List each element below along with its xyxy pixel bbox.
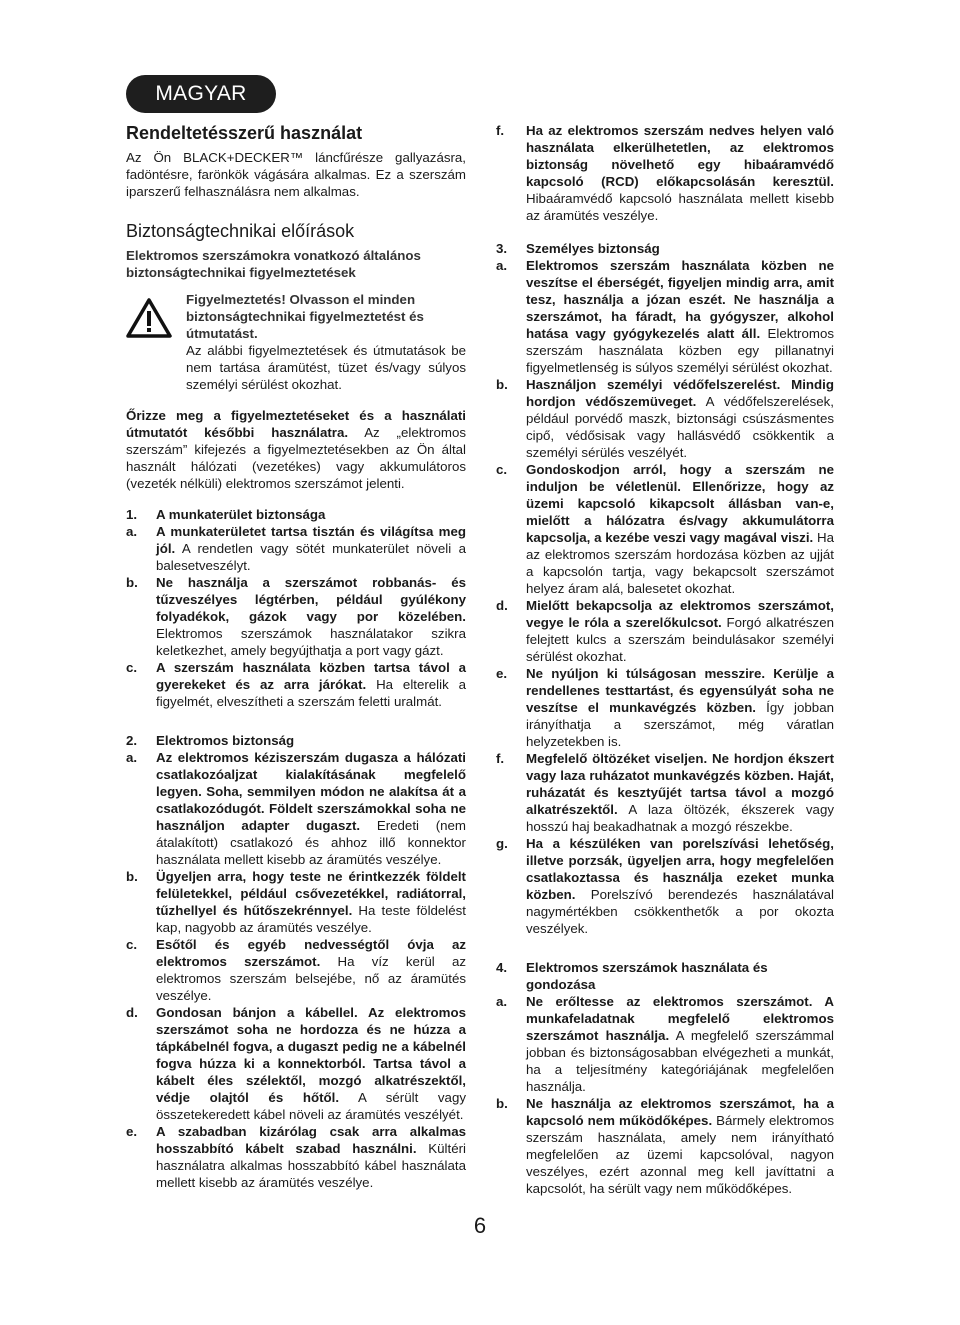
intro-text: Az Ön BLACK+DECKER™ láncfűrésze gallyazásra, fadöntésre, farönkök vágására alkalmas. Ez a szerszám iparszerű felhasználásra nem alkalmas. xyxy=(126,150,466,199)
left-column xyxy=(126,122,466,1191)
list-item: b. Ügyeljen arra, hogy teste ne érintkezzék földelt felületekkel, például csővezetékkel, radiátorral, tűzhellyel és hűtőszekrénnyel. Ha teste földelést kap, nagyobb az áramütés veszélye. xyxy=(126,869,467,935)
list-item: g. Ha a készüléken van porelszívási lehetőség, illetve porzsák, ügyeljen arra, hogy megfelelően csatlakoztassa és használja ezeket munka közben. Porelszívó berendezés használatával nagymértékben csökkenthetők a por okozta veszélyek. xyxy=(496,836,834,936)
section-3-heading: 3. Személyes biztonság xyxy=(496,241,660,256)
list-item: e. A szabadban kizárólag csak arra alkalmas hosszabbító kábelt szabad használni. Kültéri használatra alkalmas hosszabbító kábel használata mellett kisebb az áramütés veszélye. xyxy=(126,1124,466,1190)
list-item: a. Az elektromos kéziszerszám dugasza a hálózati csatlakozóaljzat kialakításának megfelelő legyen. Soha, semmilyen módon ne alakítsa át a csatlakozódugót. Földelt szerszámokkal soha ne használjon adapter dugaszt. Eredeti (nem átalakított) csatlakozó és ahhoz illő konnektor használata mellett kisebb az áramütés veszélye. xyxy=(126,750,466,867)
safety-subtitle: Elektromos szerszámokra vonatkozó általános biztonságtechnikai figyelmeztetések xyxy=(126,248,421,280)
warning-block xyxy=(126,291,466,393)
right-column xyxy=(496,122,834,1197)
warning-bold: Figyelmeztetés! Olvasson el minden biztonságtechnikai figyelmeztetést és útmutatást. xyxy=(186,292,424,341)
list-item: b. Ne használja a szerszámot robbanás- és tűzveszélyes légtérben, például gyúlékony folyadékok, gázok vagy por közelében. Elektromos szerszámok használatakor szikra keletkezhet, amely begyújthatja a port vagy gázt. xyxy=(126,575,466,658)
list-item: f. Ha az elektromos szerszám nedves helyen való használata elkerülhetetlen, az elektromos biztonság növelhető egy hibaáramvédő kapcsoló (RCD) előkapcsolásán keresztül. Hibaáramvédő kapcsoló használata mellett kisebb az áramütés veszélye. xyxy=(496,123,834,223)
list-item: f. Megfelelő öltözéket viseljen. Ne hordjon ékszert vagy laza ruházatot munkavégzés közben. Haját, ruházatát és kesztyűjét tartsa távol a mozgó alkatrészektől. A laza öltözék, ékszerek vagy hosszú haj beakadhatnak a mozgó részekbe. xyxy=(496,751,834,834)
safety-title: Biztonságtechnikai előírások xyxy=(126,221,355,241)
section-1-heading: 1. A munkaterület biztonsága xyxy=(126,507,326,522)
list-item: b. Ne használja az elektromos szerszámot, ha a kapcsoló nem működőképes. Bármely elektromos szerszám használata, amely nem irányítható megfelelően az üzemi kapcsolóval, nagyon veszélyes, ezért azonnal meg kell javíttatni a kapcsolót, ha sérült vagy nem működőképes. xyxy=(496,1096,834,1196)
section-2-heading: 2. Elektromos biztonság xyxy=(126,733,295,748)
list-item: c. Esőtől és egyéb nedvességtől óvja az elektromos szerszámot. Ha víz kerül az elektromos szerszám belsejébe, nő az áramütés veszélye. xyxy=(126,937,466,1003)
list-item: d. Mielőtt bekapcsolja az elektromos szerszámot, vegye le róla a szerelőkulcsot. Forgó alkatrészen felejtett kulcs a szerszám beindulásakor személyi sérülést okozhat. xyxy=(496,598,834,664)
section-3-list xyxy=(496,257,834,937)
page-number: 6 xyxy=(473,1213,487,1238)
keep-instructions: Őrizze meg a figyelmeztetéseket és a használati útmutatót későbbi használatra. Az „elektromos szerszám” kifejezés a figyelmeztetésekben az Ön által használt hálózati (vezetékes) vagy akkumulátoros (vezeték nélküli) elektromos szerszámot jelenti. xyxy=(126,408,466,491)
list-item: c. Gondoskodjon arról, hogy a szerszám ne induljon be véletlenül. Ellenőrizze, hogy az üzemi kapcsoló kikapcsolt állásban van-e, mielőtt a hálózatra és/vagy akkumulátorra kapcsolja, a kezébe veszi vagy magával viszi. Ha az elektromos szerszám hordozása közben az ujját a kapcsolón tartja, vagy bekapcsolt szerszámot helyez áram alá, balesetet okozhat. xyxy=(496,462,834,596)
list-item: a. Ne erőltesse az elektromos szerszámot. A munkafeladatnak megfelelő elektromos szerszámot használja. A megfelelő szerszámmal jobban és biztonságosabban elvégezheti a munkát, ha a teljesítmény kategóriájának megfelelően használja. xyxy=(496,994,834,1094)
section-4-list xyxy=(496,993,834,1197)
list-item: a. A munkaterületet tartsa tisztán és világítsa meg jól. A rendetlen vagy sötét munkaterület növeli a balesetveszélyt. xyxy=(126,524,466,573)
page-title: Rendeltetésszerű használat xyxy=(126,123,363,143)
warning-triangle-icon xyxy=(126,291,186,393)
section-2-list xyxy=(126,749,466,1191)
list-item: d. Gondosan bánjon a kábellel. Az elektromos szerszámot soha ne hordozza és ne húzza a tápkábelnél fogva, a dugaszt pedig ne a kábelnél fogva húzza ki a konnektorból. Tartsa távol a kábelt éles szélektől, mozgó alkatrészektől, védje olajtól és hőtől. A sérült vagy összetekeredett kábel növeli az áramütés veszélyét. xyxy=(126,1005,466,1122)
warning-text: Az alábbi figyelmeztetések és útmutatások be nem tartása áramütést, tüzet és/vagy súlyos személyi sérülést okozhat. xyxy=(186,343,466,392)
list-item: e. Ne nyúljon ki túlságosan messzire. Kerülje a rendellenes testtartást, és egyensúlyát soha ne veszítse el munkavégzés közben. Így jobban irányíthatja a szerszámot, még váratlan helyzetekben is. xyxy=(496,666,834,749)
language-tab: MAGYAR xyxy=(126,75,276,113)
list-item: b. Használjon személyi védőfelszerelést. Mindig hordjon védőszemüveget. A védőfelszerelések, például porvédő maszk, biztonsági csúszásmentes cipő, védősisak vagy hallásvédő csökkentik a személyi sérülés veszélyét. xyxy=(496,377,834,460)
list-item: c. A szerszám használata közben tartsa távol a gyerekeket és az arra járókat. Ha elterelik a figyelmét, elveszítheti a szerszám feletti uralmát. xyxy=(126,660,466,709)
section-1-list xyxy=(126,523,466,710)
section-4-heading: 4. Elektromos szerszámok használata és gondozása xyxy=(496,960,768,992)
list-item: a. Elektromos szerszám használata közben ne veszítse el éberségét, figyeljen mindig arra, amit tesz, használja a józan eszét. Ne használja a szerszámot, ha fáradt, ha gyógyszer, alkohol hatása vagy gyógykezelés alatt áll. Elektromos szerszám használata közben egy pillanatnyi figyelmetlenség is súlyos személyi sérülést okozhat. xyxy=(496,258,834,375)
